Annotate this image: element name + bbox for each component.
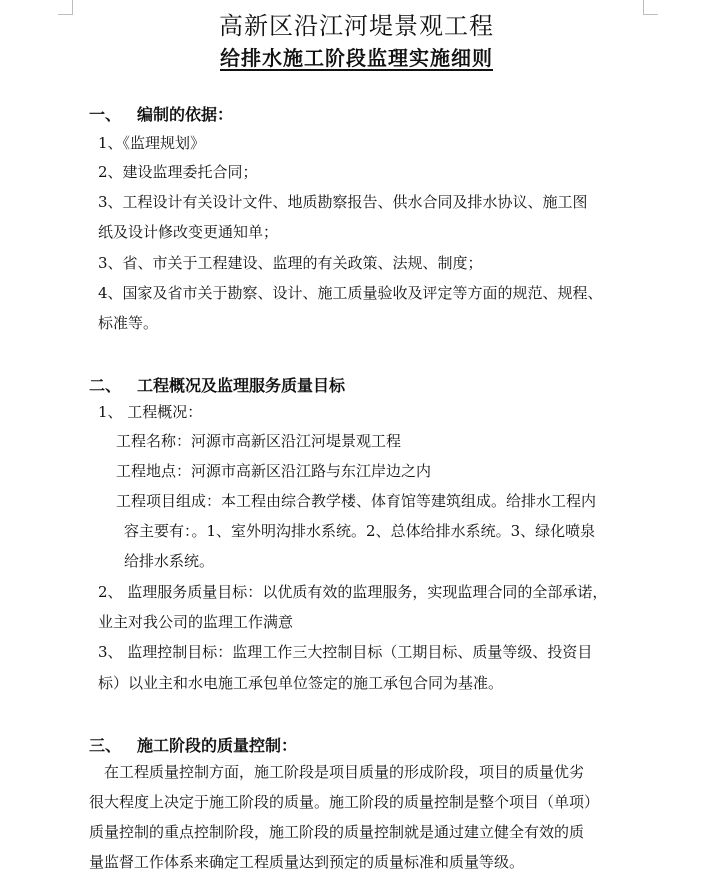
body-line: 量监督工作体系来确定工程质量达到预定的质量标准和质量等级。 [89,853,525,871]
body-line: 质量控制的重点控制阶段，施工阶段的质量控制就是通过建立健全有效的质 [89,823,585,841]
body-line: 纸及设计修改变更通知单； [98,223,279,241]
body-line: 1、《监理规划》 [98,134,206,152]
section-heading-2 [89,373,345,396]
document-title: 高新区沿江河堤景观工程 [219,12,494,40]
section-heading-1 [89,102,233,125]
body-line: 业主对我公司的监理工作满意 [98,613,294,631]
section-number: 三、 [89,736,122,755]
section-number: 一、 [89,105,122,124]
body-line: 工程名称：河源市高新区沿江河堤景观工程 [116,432,402,450]
body-line: 容主要有：。1、室外明沟排水系统。2、总体给排水系统。3、绿化喷泉 [124,522,596,540]
body-line: 标准等。 [98,314,159,332]
section-title: 工程概况及监理服务质量目标 [137,376,346,395]
body-line: 给排水系统。 [124,552,215,570]
body-line: 很大程度上决定于施工阶段的质量。施工阶段的质量控制是整个项目（单项） [89,793,600,811]
document-subtitle: 给排水施工阶段监理实施细则 [220,46,493,70]
body-line: 4、国家及省市关于勘察、设计、施工质量验收及评定等方面的规范、规程、 [98,284,603,302]
body-line: 1、 工程概况： [98,403,203,421]
body-line: 3、省、市关于工程建设、监理的有关政策、法规、制度； [98,254,483,272]
section-title: 编制的依据： [137,105,234,124]
section-title: 施工阶段的质量控制： [137,736,298,755]
body-line: 标）以业主和水电施工承包单位签定的施工承包合同为基准。 [98,674,504,692]
body-line: 3、工程设计有关设计文件、地质勘察报告、供水合同及排水协议、施工图 [98,193,588,211]
body-line: 2、建设监理委托合同； [98,163,258,181]
body-line: 工程项目组成：本工程由综合教学楼、体育馆等建筑组成。给排水工程内 [116,492,597,510]
section-number: 二、 [89,376,122,395]
body-line: 3、 监理控制目标：监理工作三大控制目标（工期目标、质量等级、投资目 [98,643,593,661]
body-line: 2、 监理服务质量目标：以优质有效的监理服务，实现监理合同的全部承诺， [98,583,608,601]
body-line: 在工程质量控制方面，施工阶段是项目质量的形成阶段，项目的质量优劣 [104,763,585,781]
section-heading-3 [89,733,297,756]
body-line: 工程地点：河源市高新区沿江路与东江岸边之内 [116,462,432,480]
